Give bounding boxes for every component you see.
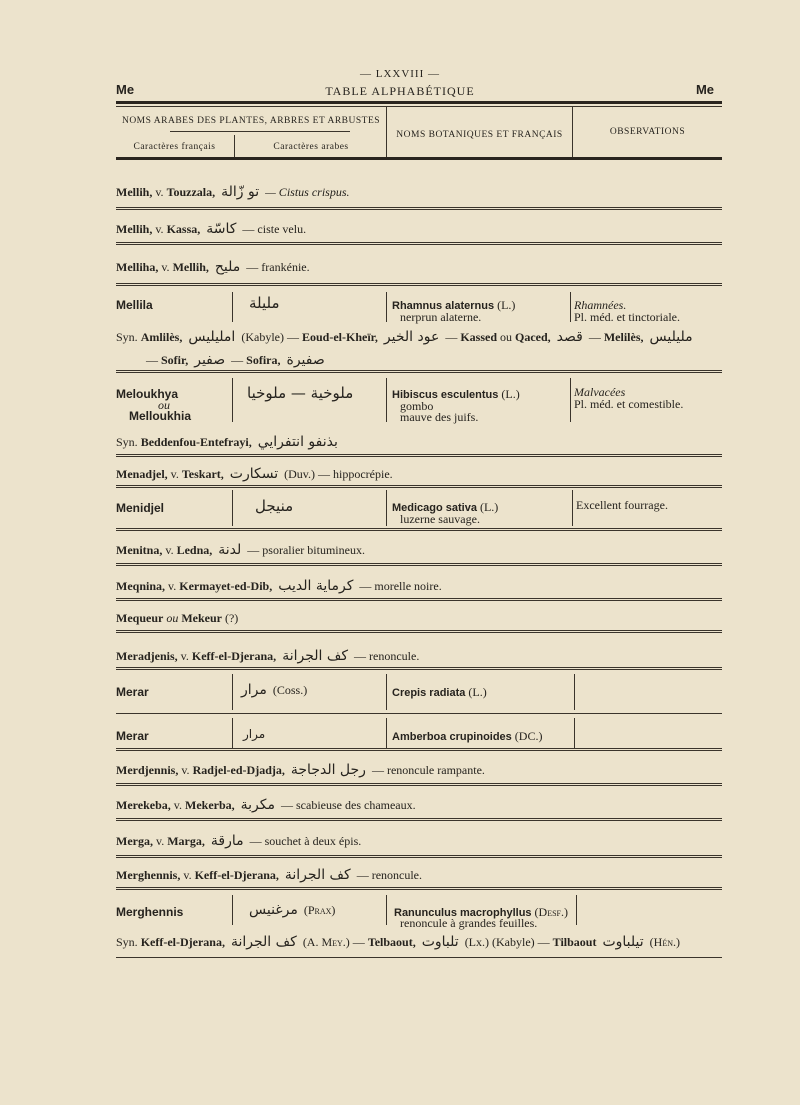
botanical-name: Ranunculus macrophyllus (Desf.) [394, 905, 568, 919]
page-title: TABLE ALPHABÉTIQUE [325, 84, 475, 98]
botanical-name: Hibiscus esculentus (L.) [392, 387, 520, 401]
botanical-name: Amberboa crupinoides (DC.) [392, 729, 543, 743]
arabic-text: مارقة [210, 833, 244, 849]
observation-family: Rhamnées. [574, 298, 627, 312]
column-divider [386, 107, 387, 157]
arabic-text: مكربة [240, 797, 276, 813]
arabic-text: مرغنيس [249, 902, 298, 918]
arabic-text: عود الخير [383, 329, 440, 345]
entry-rule [116, 887, 722, 890]
header-top-rule [116, 101, 722, 104]
arabic-text: صفير [194, 352, 226, 368]
entry-merga: Merga, v. Marga, مارقة — souchet à deux épis. [116, 833, 362, 849]
column-divider [234, 135, 235, 157]
arabic-text: كف الجرانة [230, 934, 297, 950]
entry-rule [116, 667, 722, 670]
entry-rule [116, 528, 722, 531]
page-number: — LXXVIII — [359, 68, 441, 80]
header-bottom-rule [116, 157, 722, 160]
header-left-code: Me [116, 82, 135, 97]
column-heading-arabic: Caractères arabes [273, 142, 349, 152]
arabic-text: امليليس [188, 329, 236, 345]
arabic-cell: مرار (Coss.) [241, 682, 308, 698]
botanical-name: Crepis radiata (L.) [392, 685, 487, 699]
cell-divider [572, 490, 573, 526]
entry-merekeba: Merekeba, v. Mekerba, مكربة — scabieuse des chameaux. [116, 797, 416, 813]
entry-melliha: Melliha, v. Mellih, مليح — frankénie. [116, 259, 310, 275]
french-name: renoncule à grandes feuilles. [400, 916, 538, 930]
observation-use: Pl. méd. et comestible. [574, 397, 684, 411]
synonyms-line-2: — Sofir, صفير — Sofira, صفيرة [146, 352, 325, 368]
entry-meradjenis: Meradjenis, v. Keff-el-Djerana, كف الجرانة — renoncule. [116, 648, 420, 664]
botanical-name: Rhamnus alaternus (L.) [392, 298, 516, 312]
observation-family: Malvacées [574, 385, 626, 399]
entry-meloukhya-name: Meloukhya [116, 387, 179, 401]
entry-rule [116, 630, 722, 633]
cell-divider [232, 292, 233, 322]
entry-rule [116, 818, 722, 821]
column-divider [572, 107, 573, 157]
column-heading-botanical: NOMS BOTANIQUES ET FRANÇAIS [396, 130, 563, 140]
cell-divider [574, 674, 575, 710]
arabic-text: صفيرة [286, 352, 325, 368]
arabic-text: مليلة [249, 294, 280, 312]
entry-merghennis-name: Merghennis [116, 905, 184, 919]
cell-divider [386, 895, 387, 925]
french-name: gombo [400, 399, 434, 413]
entry-meqnina: Meqnina, v. Kermayet-ed-Dib, كرماية الديب — morelle noire. [116, 578, 442, 594]
entry-menitna: Menitna, v. Ledna, لدنة — psoralier bitumineux. [116, 542, 365, 558]
entry-merar-name: Merar [116, 729, 149, 743]
entry-rule [116, 283, 722, 286]
cell-divider [386, 292, 387, 322]
entry-rule [116, 855, 722, 858]
arabic-text: مرار [241, 682, 267, 698]
arabic-text: بذنفو انتفرايي [257, 434, 338, 450]
entry-rule [116, 242, 722, 245]
arabic-text: كاسّة [206, 221, 237, 237]
arabic-text: كرماية الديب [278, 578, 354, 594]
entry-merar-name: Merar [116, 685, 149, 699]
entry-rule [116, 598, 722, 601]
conjunction: ou [158, 398, 170, 412]
cell-divider [570, 378, 571, 422]
cell-divider [232, 674, 233, 710]
cell-divider [570, 292, 571, 322]
entry-menadjel: Menadjel, v. Teskart, تسكارت (Duv.) — hippocrépie. [116, 466, 393, 482]
observation-use: Pl. méd. et tinctoriale. [574, 310, 680, 324]
arabic-text: كف الجرانة [284, 867, 351, 883]
entry-rule [116, 713, 722, 714]
cell-divider [232, 490, 233, 526]
arabic-text: ملوخية — ملوخيا [247, 384, 354, 402]
column-heading-observations: OBSERVATIONS [609, 127, 686, 137]
arabic-text: منيجل [255, 497, 294, 515]
arabic-text: كف الجرانة [282, 648, 349, 664]
botanical-name: Medicago sativa (L.) [392, 500, 499, 514]
entry-merghennis-ref: Merghennis, v. Keff-el-Djerana, كف الجرانة — renoncule. [116, 867, 423, 883]
arabic-text: مليليس [649, 329, 693, 345]
french-name: nerprun alaterne. [400, 310, 482, 324]
entry-rule [116, 563, 722, 566]
arabic-text: تسكارت [229, 466, 279, 482]
arabic-cell: مرغنيس (Prax) [249, 902, 336, 918]
entry-mellila-name: Mellila [116, 298, 153, 312]
column-group-rule [170, 131, 350, 132]
entry-rule [116, 454, 722, 457]
entry-rule [116, 783, 722, 786]
arabic-text: قصد [556, 329, 583, 345]
cell-divider [232, 378, 233, 422]
arabic-text: مرار [243, 727, 266, 741]
cell-divider [386, 378, 387, 422]
entry-rule [116, 485, 722, 488]
entry-name: Mellih, [116, 185, 153, 199]
arabic-text: لدنة [218, 542, 242, 558]
header-right-code: Me [695, 82, 714, 97]
entry-mellih-touzzala: Mellih, v. Touzzala, تو زّالة — Cistus crispus. [116, 184, 350, 200]
cell-divider [232, 895, 233, 925]
arabic-text: تيلباوت [602, 934, 644, 950]
entry-rule [116, 207, 722, 210]
arabic-text: تلباوت [421, 934, 459, 950]
synonyms-line: Syn. Keff-el-Djerana, كف الجرانة (A. Mey.) — Telbaout, تلباوت (Lx.) (Kabyle) — Tilbaout تيلباوت (Hén.) [116, 934, 680, 950]
arabic-text: مليح [214, 259, 241, 275]
french-name: mauve des juifs. [400, 410, 479, 424]
page-bottom-rule [116, 957, 722, 958]
entry-rule [116, 370, 722, 373]
cell-divider [386, 674, 387, 710]
column-group-heading: NOMS ARABES DES PLANTES, ARBRES ET ARBUSTES [121, 116, 381, 126]
header-top-rule-thin [116, 106, 722, 107]
column-heading-french: Caractères français [133, 142, 216, 152]
french-name: luzerne sauvage. [400, 512, 480, 526]
cell-divider [576, 895, 577, 925]
entry-menidjel-name: Menidjel [116, 501, 165, 515]
entry-mequeur: Mequeur ou Mekeur (?) [116, 611, 239, 625]
cell-divider [574, 718, 575, 748]
entry-merdjennis: Merdjennis, v. Radjel-ed-Djadja, رجل الدجاجة — renoncule rampante. [116, 762, 485, 778]
cell-divider [386, 718, 387, 748]
cell-divider [386, 490, 387, 526]
entry-melloukhia-name: Melloukhia [129, 409, 192, 423]
entry-rule [116, 748, 722, 751]
observation: Excellent fourrage. [576, 498, 668, 512]
arabic-text: رجل الدجاجة [290, 762, 366, 778]
synonyms-line: Syn. Beddenfou-Entefrayi, بذنفو انتفرايي [116, 434, 338, 450]
entry-mellih-kassa: Mellih, v. Kassa, كاسّة — ciste velu. [116, 221, 307, 237]
cell-divider [232, 718, 233, 748]
synonyms-line-1: Syn. Amlilès, امليليس (Kabyle) — Eoud-el-Kheïr, عود الخير — Kassed ou Qaced, قصد — Melilès, مليليس [116, 329, 693, 345]
arabic-text: تو زّالة [221, 184, 260, 200]
